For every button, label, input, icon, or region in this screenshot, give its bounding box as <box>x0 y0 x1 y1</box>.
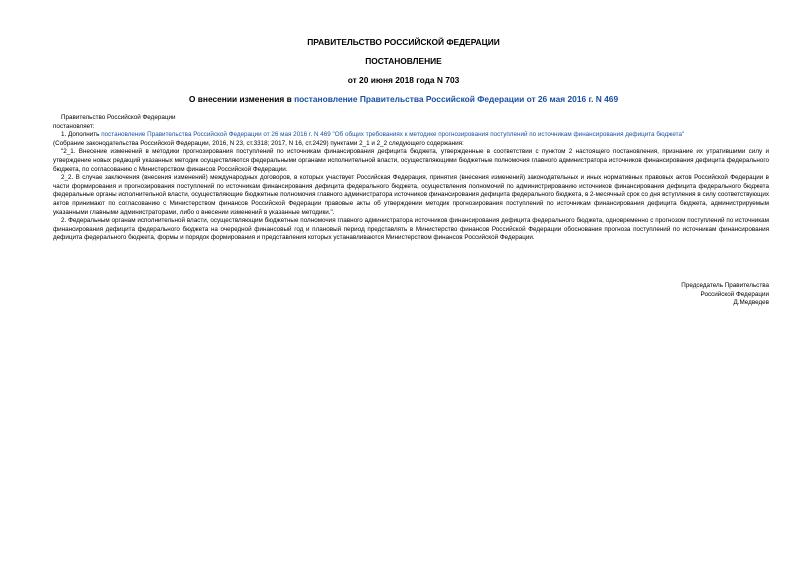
signature-position: Председатель Правительства <box>681 282 769 289</box>
paragraph-1-prefix: 1. Дополнить <box>61 131 102 139</box>
paragraph-1-rest: (Собрание законодательства Российской Федерации, 2016, N 23, ст.3318; 2017, N 16, ст.2429) пунктами 2_1 и 2_2 следующего содержания: <box>53 139 464 147</box>
government-heading: ПРАВИТЕЛЬСТВО РОССИЙСКОЙ ФЕДЕРАЦИИ <box>307 37 500 47</box>
paragraph-2-2: 2_2. В случае заключения (внесения изменений) международных договоров, в которых участвует Российская Федерация, принятия (внесения изменений) законодательных и иных нормативных правовых актов Российской Федерации в части формирования и прогнозирования поступлений по источникам финансирования дефицита федерального бюджета, осуществления полномочий по администрированию источников финансирования дефицита федерального бюджета федеральные органы исполнительной власти, осуществляющие бюджетные полномочия главного администратора источников финансирования дефицита федерального бюджета, в 2-месячный срок со дня вступления в силу соответствующих актов принимают по согласованию с Министерством финансов Российской Федерации правовые акты об утверждении методик прогнозирования поступлений по источникам финансирования дефицита бюджета, администрируемым указанными главными администраторами, либо о внесении изменений в указанные методики.". <box>53 174 769 216</box>
paragraph-1 <box>53 131 769 148</box>
signature-organization: Российской Федерации <box>700 290 769 298</box>
paragraph-2: 2. Федеральным органам исполнительной власти, осуществляющим бюджетные полномочия главного администратора источников финансирования дефицита федерального бюджета, одновременно с прогнозом поступлений по источникам финансирования дефицита федерального бюджета на очередной финансовый год и плановый период представлять в Министерство финансов Российской Федерации обоснования прогноза поступлений по источникам финансирования дефицита федерального бюджета, формы и порядок формирования и представления которых устанавливаются Министерством финансов Российской Федерации. <box>53 217 769 242</box>
document-type-heading: ПОСТАНОВЛЕНИЕ <box>365 56 442 66</box>
body-government-line: Правительство Российской Федерации <box>61 114 176 121</box>
title-prefix: О внесении изменения в <box>188 94 295 104</box>
document-body <box>53 114 769 243</box>
document-date-number: от 20 июня 2018 года N 703 <box>347 75 460 85</box>
signature-name: Д.Медведев <box>733 299 769 307</box>
paragraph-1-link-resolution[interactable]: постановление Правительства Российской Федерации от 26 мая 2016 г. N 469 <box>101 131 331 139</box>
signature-block <box>569 282 769 308</box>
paragraph-2-1: "2_1. Внесение изменений в методики прогнозирования поступлений по источникам финансирования дефицита бюджета, утвержденные в соответствии с пунктом 2 настоящего постановления, признание их утратившими силу и утверждение новых редакций указанных методик осуществляются федеральными органами исполнительной власти, осуществляющими бюджетные полномочия главного администратора источников финансирования дефицита федерального бюджета, по согласованию с Министерством финансов Российской Федерации. <box>53 148 769 173</box>
paragraph-1-link-title[interactable]: "Об общих требованиях к методике прогнозирования поступлений по источникам финансирования дефицита бюджета" <box>332 131 685 139</box>
document-title <box>0 94 807 104</box>
title-link[interactable]: постановление Правительства Российской Федерации от 26 мая 2016 г. N 469 <box>294 94 619 104</box>
body-decrees-line: постановляет: <box>53 122 95 130</box>
